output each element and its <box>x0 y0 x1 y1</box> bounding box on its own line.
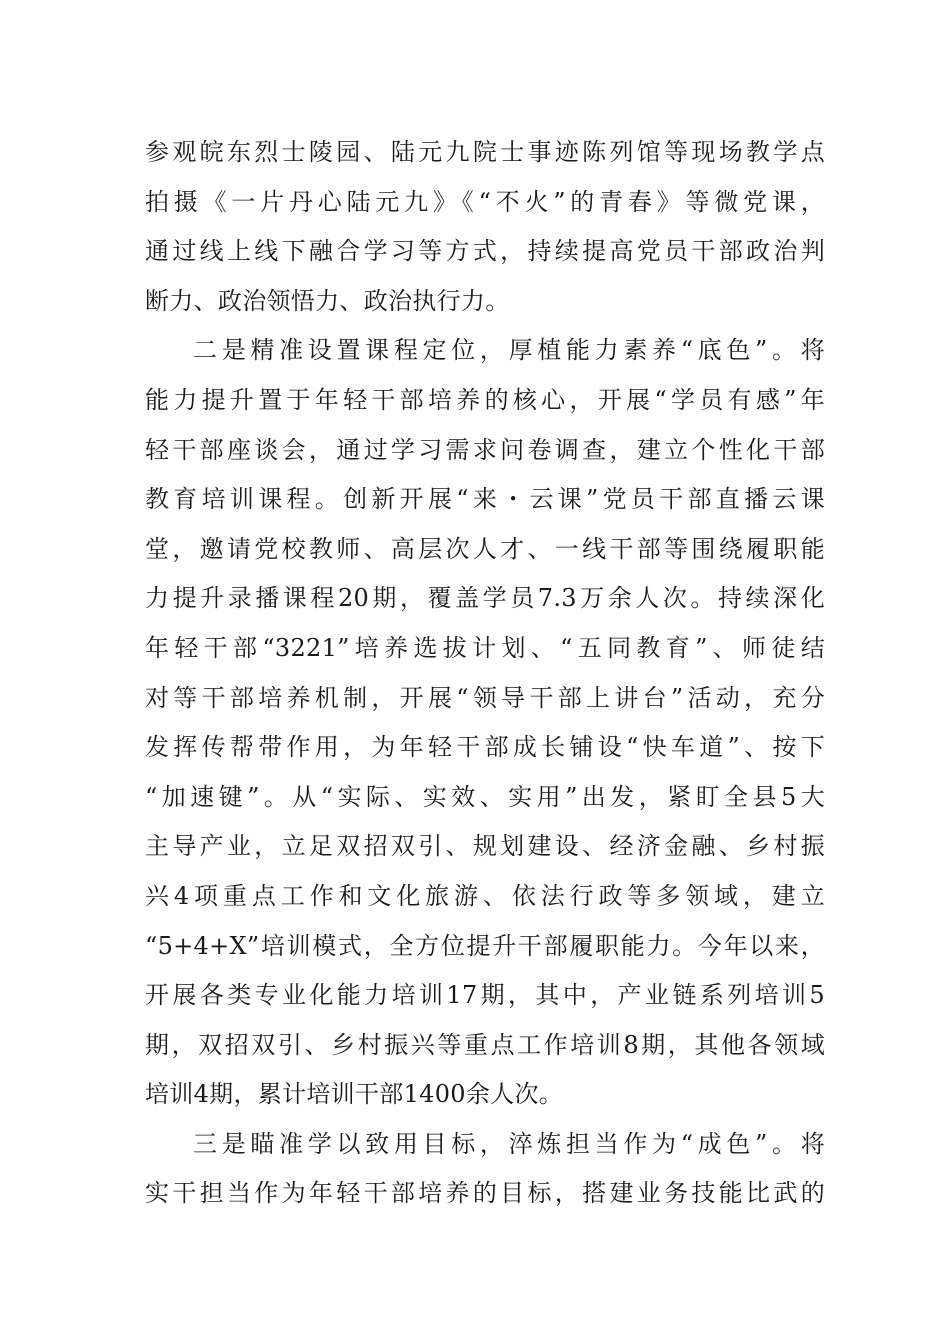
text-line: 教育培训课程。创新开展“来・云课”党员干部直播云课 <box>145 485 825 514</box>
paragraph-start-line: 三是瞄准学以致用目标，淬炼担当作为“成色”。将 <box>193 1129 825 1158</box>
text-line: 年轻干部“3221”培养选拔计划、“五同教育”、师徒结 <box>145 633 825 662</box>
text-line: 轻干部座谈会，通过学习需求问卷调查，建立个性化干部 <box>145 435 825 464</box>
text-line: 通过线上线下融合学习等方式，持续提高党员干部政治判 <box>145 237 825 266</box>
text-line: 期，双招双引、乡村振兴等重点工作培训8期，其他各领域 <box>145 1030 825 1059</box>
text-line: 力提升录播课程20期，覆盖学员7.3万余人次。持续深化 <box>145 584 825 613</box>
text-line: 发挥传帮带作用，为年轻干部成长铺设“快车道”、按下 <box>145 733 825 762</box>
text-line: 断力、政治领悟力、政治执行力。 <box>145 286 510 315</box>
text-line: 主导产业，立足双招双引、规划建设、经济金融、乡村振 <box>145 832 825 861</box>
text-line: 对等干部培养机制，开展“领导干部上讲台”活动，充分 <box>145 683 825 712</box>
text-line: 实干担当作为年轻干部培养的目标，搭建业务技能比武的 <box>145 1179 825 1208</box>
text-line: 培训4期，累计培训干部1400余人次。 <box>145 1080 564 1109</box>
document-body <box>145 128 825 1219</box>
paragraph-start-line: 二是精准设置课程定位，厚植能力素养“底色”。将 <box>193 336 825 365</box>
text-line: “5+4+X”培训模式，全方位提升干部履职能力。今年以来， <box>145 931 825 960</box>
text-line: 堂，邀请党校教师、高层次人才、一线干部等围绕履职能 <box>145 534 825 563</box>
text-line: 参观皖东烈士陵园、陆元九院士事迹陈列馆等现场教学点 <box>145 138 825 166</box>
text-line: 开展各类专业化能力培训17期，其中，产业链系列培训5 <box>145 981 825 1010</box>
text-line: 能力提升置于年轻干部培养的核心，开展“学员有感”年 <box>145 385 825 414</box>
text-line: “加速键”。从“实际、实效、实用”出发，紧盯全县5大 <box>145 782 825 811</box>
text-line: 兴4项重点工作和文化旅游、依法行政等多领域，建立 <box>145 881 825 910</box>
text-line: 拍摄《一片丹心陆元九》《“不火”的青春》等微党课， <box>145 187 825 216</box>
